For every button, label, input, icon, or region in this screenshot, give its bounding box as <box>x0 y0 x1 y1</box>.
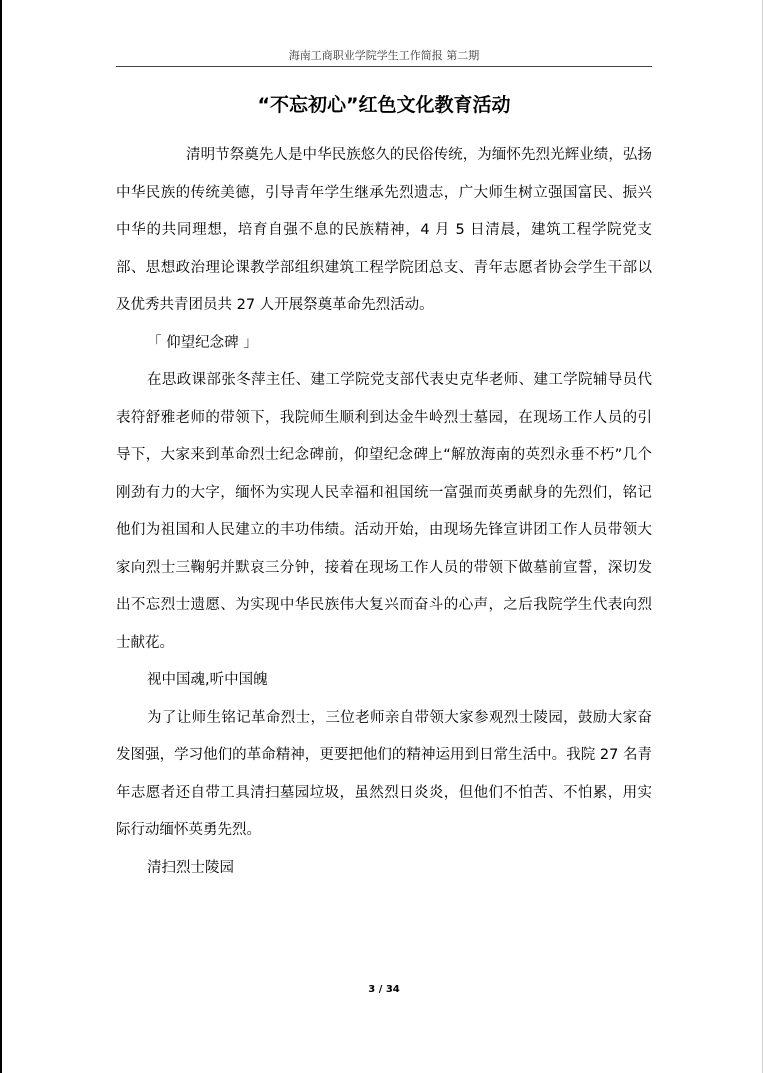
section-heading-cleanup: 清扫烈士陵园 <box>147 859 234 876</box>
running-header: 海南工商职业学院学生工作简报 第二期 <box>288 49 480 62</box>
header-rule <box>116 66 652 67</box>
intro-paragraph: 清明节祭奠先人是中华民族悠久的民俗传统，为缅怀先烈光辉业绩，弘扬中华民族的传统美德，引导青年学生继承先烈遗志，广大师生树立强国富民、振兴中华的共同理想，培育自强不息的民族精神，4 月 5 日清晨，建筑工程学院党支部、思想政治理论课教学部组织建筑工程学院团总支、青年志愿者协会学生干部以及优秀共青团员共 27 人开展祭奠革命先烈活动。 <box>116 147 652 313</box>
section-heading-memorial: 「 仰望纪念碑 」 <box>147 334 258 351</box>
section-heading-china-soul: 视中国魂,听中国魄 <box>147 672 268 688</box>
page-left-border <box>0 0 2 1073</box>
document-title: “不忘初心”红色文化教育活动 <box>257 94 511 116</box>
document-body <box>116 137 652 887</box>
cemetery-visit-paragraph: 为了让师生铭记革命烈士，三位老师亲自带领大家参观烈士陵园，鼓励大家奋发图强，学习他们的革命精神，更要把他们的精神运用到日常生活中。我院 27 名青年志愿者还自带工具清扫墓园垃圾，虽然烈日炎炎，但他们不怕苦、不怕累，用实际行动缅怀英勇先烈。 <box>116 709 652 838</box>
page-number: 3 / 34 <box>368 984 400 995</box>
memorial-paragraph: 在思政课部张冬萍主任、建工学院党支部代表史克华老师、建工学院辅导员代表符舒雅老师的带领下，我院师生顺利到达金牛岭烈士墓园，在现场工作人员的引导下，大家来到革命烈士纪念碑前，仰望纪念碑上“解放海南的英烈永垂不朽”几个刚劲有力的大字，缅怀为实现人民幸福和祖国统一富强而英勇献身的先烈们，铭记他们为祖国和人民建立的丰功伟绩。活动开始，由现场先锋宣讲团工作人员带领大家向烈士三鞠躬并默哀三分钟，接着在现场工作人员的带领下做墓前宣誓，深切发出不忘烈士遗愿、为实现中华民族伟大复兴而奋斗的心声，之后我院学生代表向烈士献花。 <box>116 372 652 651</box>
